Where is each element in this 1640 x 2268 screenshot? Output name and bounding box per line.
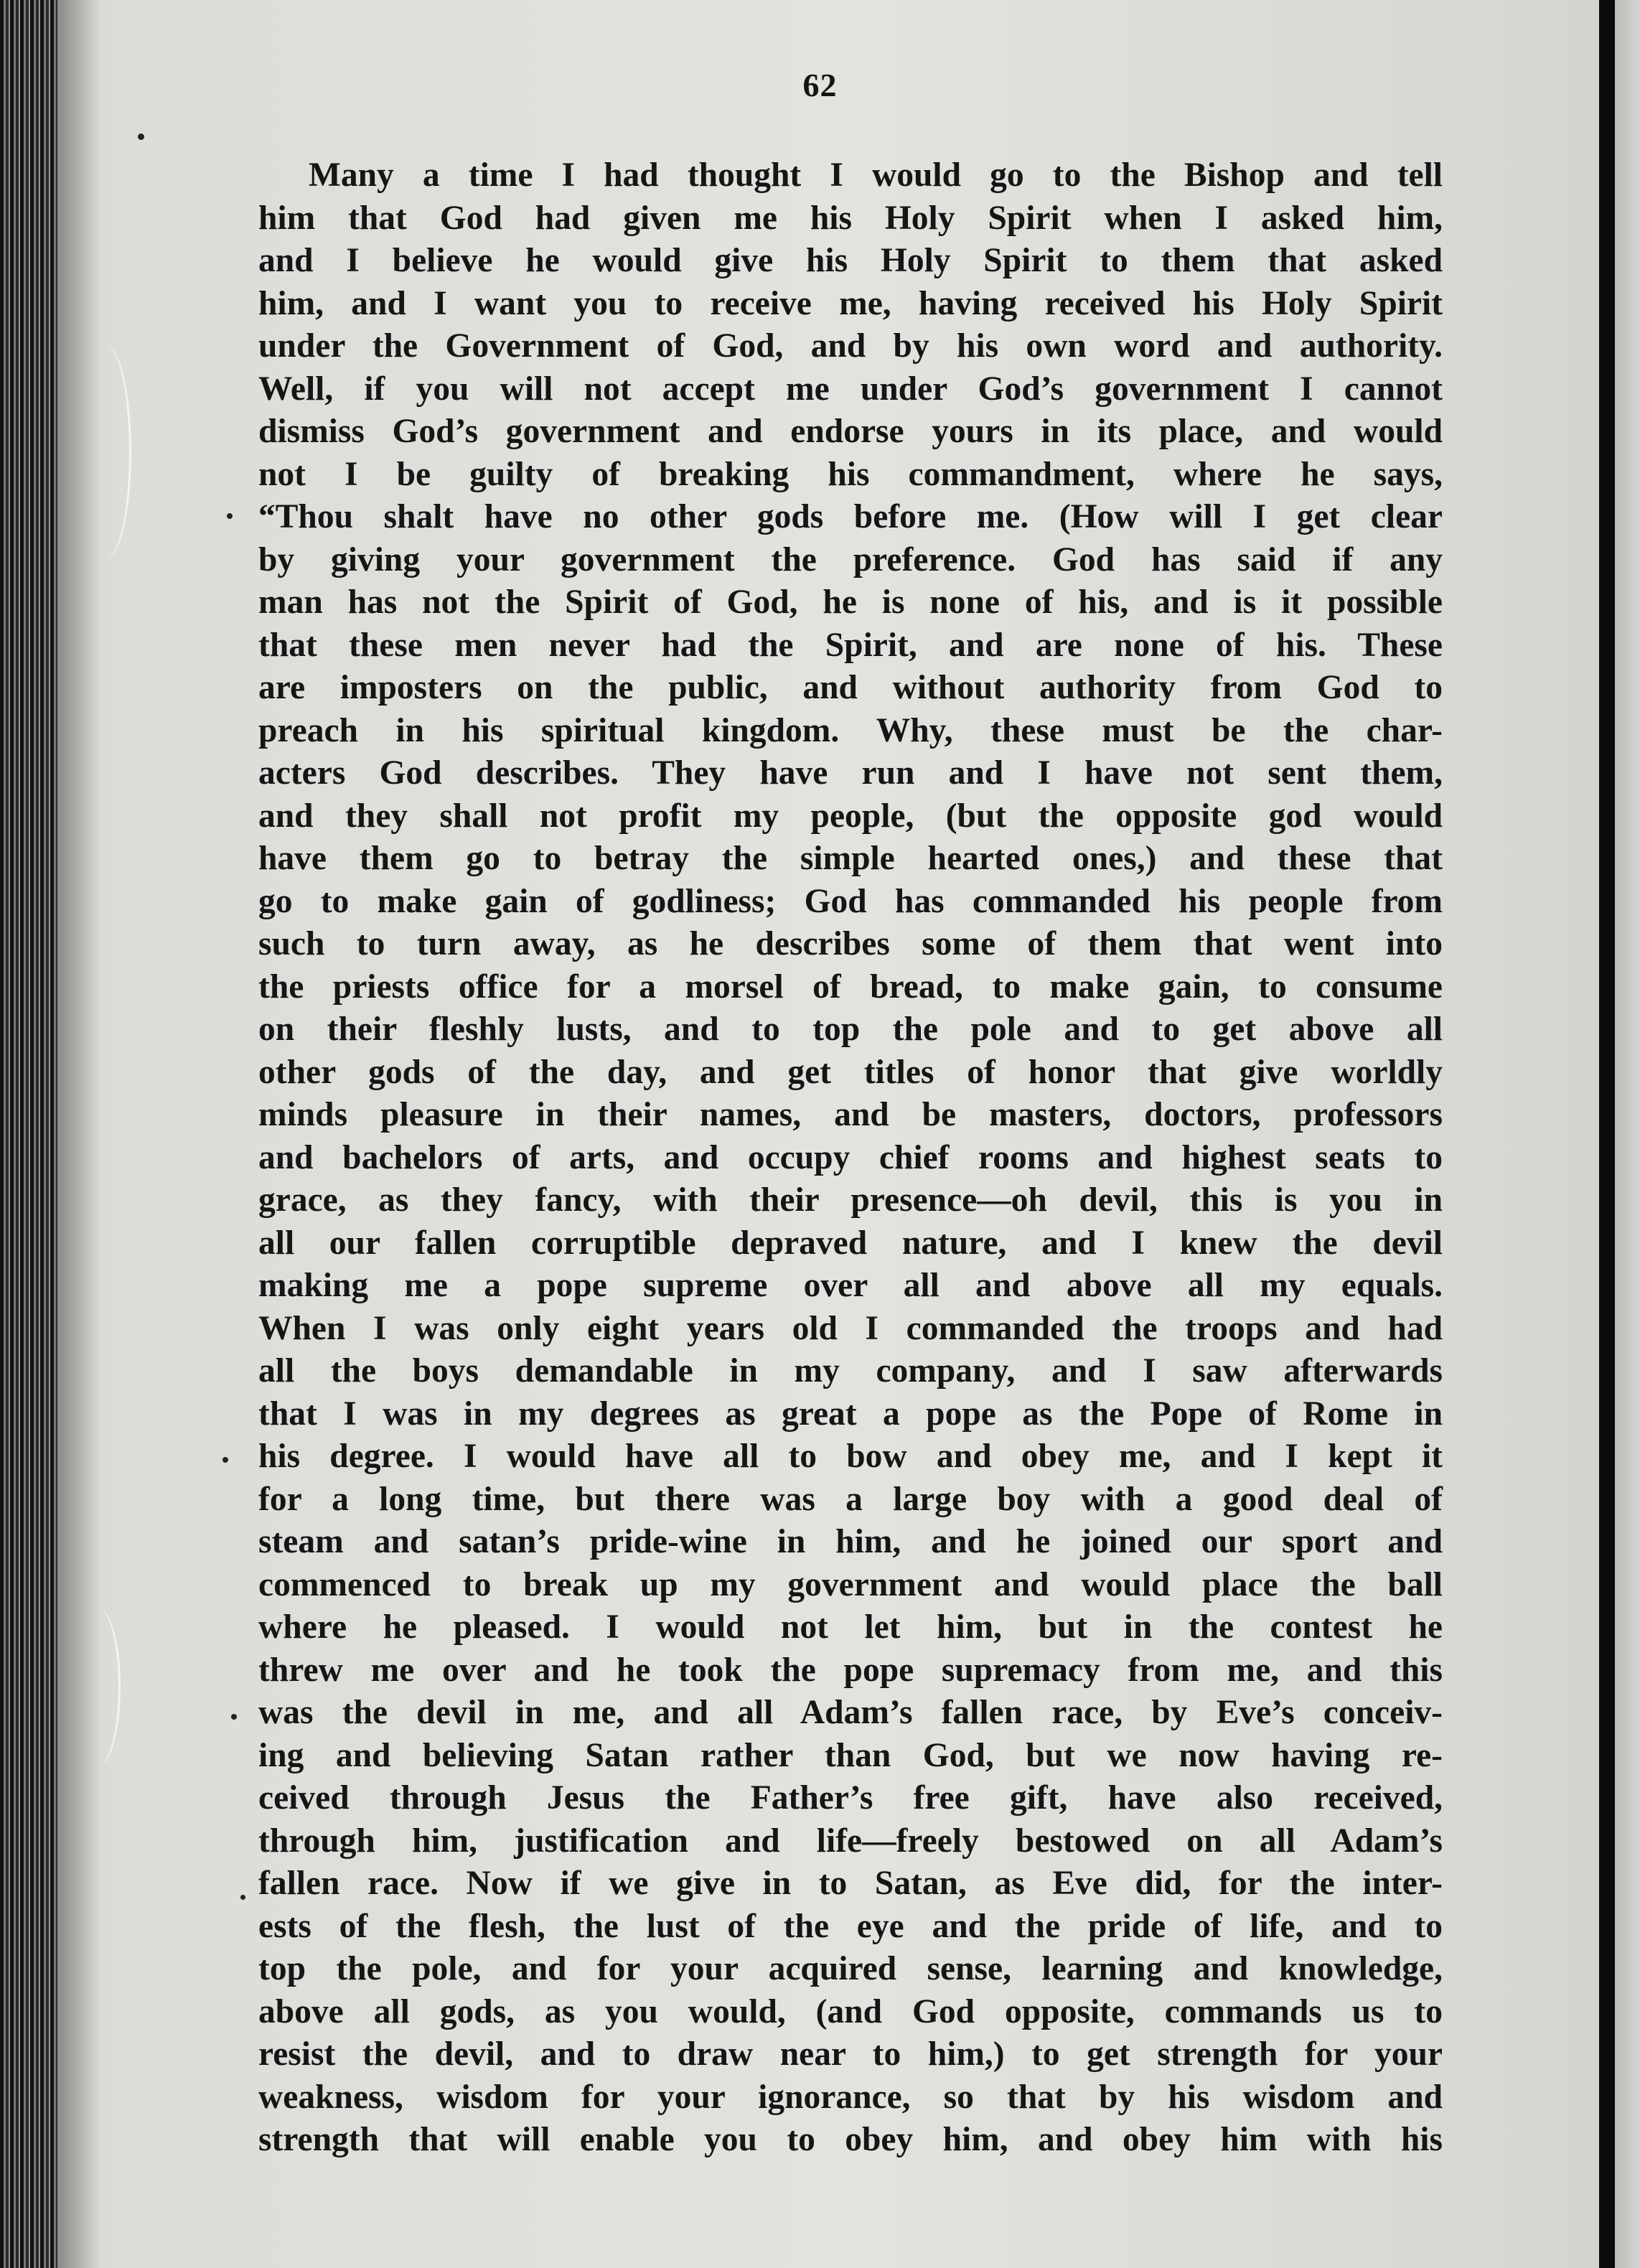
text-line: dismiss God’s government and endorse yours in its place, and would [258, 413, 1443, 450]
binding-shadow [57, 0, 100, 2268]
text-line: all our fallen corruptible depraved nature, and I knew the devil [258, 1224, 1443, 1262]
text-line: such to turn away, as he describes some of them that went into [258, 925, 1443, 962]
text-line: When I was only eight years old I commanded the troops and had [258, 1309, 1443, 1347]
text-line: minds pleasure in their names, and be masters, doctors, professors [258, 1096, 1443, 1133]
text-line: him that God had given me his Holy Spirit when I asked him, [258, 199, 1443, 237]
ink-speck [240, 1895, 245, 1900]
text-line: other gods of the day, and get titles of honor that give worldly [258, 1053, 1443, 1091]
text-line: and they shall not profit my people, (but the opposite god would [258, 797, 1443, 835]
text-line: the priests office for a morsel of bread, to make gain, to consume [258, 967, 1443, 1006]
text-line: was the devil in me, and all Adam’s fallen race, by Eve’s conceiv- [258, 1694, 1443, 1731]
text-line: and I believe he would give his Holy Spirit to them that asked [258, 242, 1443, 279]
text-line: Many a time I had thought I would go to the Bishop and tell [309, 156, 1443, 194]
text-line: ceived through Jesus the Father’s free gift, have also received, [258, 1779, 1443, 1817]
text-line: not I be guilty of breaking his commandment, where he says, [258, 455, 1443, 493]
text-line: threw me over and he took the pope supremacy from me, and this [258, 1651, 1443, 1689]
text-line: his degree. I would have all to bow and obey me, and I kept it [258, 1438, 1443, 1475]
text-line: all the boys demandable in my company, and I saw afterwards [258, 1352, 1443, 1390]
text-line: under the Government of God, and by his own word and authority. [258, 327, 1443, 365]
text-line: ests of the flesh, the lust of the eye and the pride of life, and to [258, 1907, 1443, 1945]
ink-speck [227, 513, 233, 519]
text-line: strength that will enable you to obey him, and obey him with his [258, 2121, 1443, 2158]
text-line: go to make gain of godliness; God has commanded his people from [258, 882, 1443, 920]
text-line: steam and satan’s pride-wine in him, and he joined our sport and [258, 1523, 1443, 1560]
text-line: for a long time, but there was a large boy with a good deal of [258, 1480, 1443, 1518]
text-line: weakness, wisdom for your ignorance, so that by his wisdom and [258, 2078, 1443, 2116]
page-number: 62 [802, 67, 838, 103]
text-line: preach in his spiritual kingdom. Why, these must be the char- [258, 711, 1443, 749]
text-line: are imposters on the public, and without authority from God to [258, 669, 1443, 706]
text-line: top the pole, and for your acquired sense, learning and knowledge, [258, 1950, 1443, 1987]
text-line: have them go to betray the simple hearted ones,) and these that [258, 840, 1443, 877]
ink-speck [222, 1457, 228, 1463]
text-line: ing and believing Satan rather than God, but we now having re- [258, 1736, 1443, 1774]
text-line: “Thou shalt have no other gods before me. (How will I get clear [258, 498, 1443, 535]
right-page-edge [1599, 0, 1615, 2268]
text-line: that I was in my degrees as great a pope as the Pope of Rome in [258, 1395, 1443, 1433]
text-line: fallen race. Now if we give in to Satan, as Eve did, for the inter- [258, 1865, 1443, 1902]
text-line: grace, as they fancy, with their presence—oh devil, this is you in [258, 1181, 1443, 1219]
scan-scratch [75, 1608, 121, 1766]
right-margin-strip [1615, 0, 1640, 2268]
book-binding-edge [0, 0, 57, 2268]
scan-scratch [79, 345, 131, 560]
body-text [258, 154, 1443, 2162]
text-line: that these men never had the Spirit, and are none of his. These [258, 626, 1443, 664]
text-line: making me a pope supreme over all and above all my equals. [258, 1267, 1443, 1304]
text-line: man has not the Spirit of God, he is none of his, and is it possible [258, 584, 1443, 621]
text-line: on their fleshly lusts, and to top the pole and to get above all [258, 1011, 1443, 1048]
ink-speck [231, 1714, 237, 1720]
text-line: him, and I want you to receive me, having received his Holy Spirit [258, 284, 1443, 322]
text-line: commenced to break up my government and would place the ball [258, 1565, 1443, 1603]
text-line: by giving your government the preference. God has said if any [258, 540, 1443, 578]
text-line: where he pleased. I would not let him, but in the contest he [258, 1608, 1443, 1646]
text-line: Well, if you will not accept me under God’s government I cannot [258, 370, 1443, 408]
text-line: and bachelors of arts, and occupy chief rooms and highest seats to [258, 1138, 1443, 1176]
text-line: resist the devil, and to draw near to him,) to get strength for your [258, 2035, 1443, 2073]
ink-speck [138, 133, 144, 140]
text-line: above all gods, as you would, (and God opposite, commands us to [258, 1992, 1443, 2030]
text-line: through him, justification and life—freely bestowed on all Adam’s [258, 1822, 1443, 1860]
text-line: acters God describes. They have run and I have not sent them, [258, 754, 1443, 792]
